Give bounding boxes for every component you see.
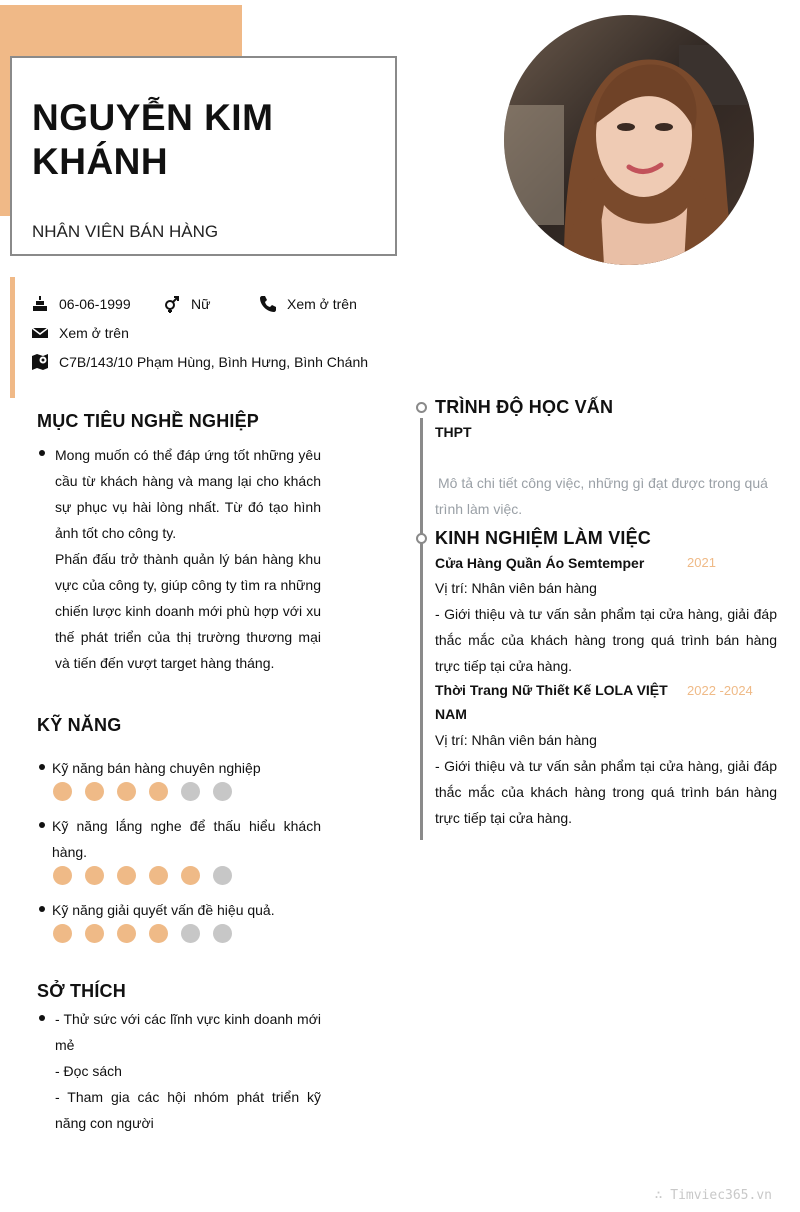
skill-bullet (39, 764, 45, 770)
skill-name: Kỹ năng lắng nghe để thấu hiểu khách hàng. (52, 818, 321, 860)
rating-dot-empty (181, 924, 200, 943)
gender-text: Nữ (191, 296, 211, 312)
timeline-dot (416, 533, 427, 544)
phone-icon (259, 295, 277, 313)
hobbies-bullet (39, 1015, 45, 1021)
objective-bullet (39, 450, 45, 456)
education-description: Mô tả chi tiết công việc, những gì đạt được trong quá trình làm việc. (435, 475, 768, 517)
objective-title: MỤC TIÊU NGHỀ NGHIỆP (37, 411, 260, 431)
email-text: Xem ở trên (59, 325, 129, 341)
hobby-line: - Thử sức với các lĩnh vực kinh doanh mới mẻ (55, 1011, 321, 1053)
objective-line: Phấn đấu trở thành quản lý bán hàng khu vực của công ty, giúp công ty tìm ra những chiến lược kinh doanh mới phù hợp với xu thế phát triển của thị trường thương mại và tiến đến vượt target hàng tháng. (55, 551, 321, 671)
skills-title: KỸ NĂNG (37, 715, 122, 735)
rating-dot-filled (117, 782, 136, 801)
hobby-line: - Tham gia các hội nhóm phát triển kỹ năng con người (55, 1089, 321, 1131)
hobbies-title: SỞ THÍCH (37, 981, 126, 1001)
rating-dot-filled (53, 782, 72, 801)
rating-dot-empty (213, 866, 232, 885)
education-school: THPT (435, 424, 472, 440)
job-title: NHÂN VIÊN BÁN HÀNG (32, 222, 219, 241)
rating-dot-filled (85, 782, 104, 801)
contact-gender (163, 295, 210, 313)
objective-text (55, 442, 321, 676)
job-description: - Giới thiệu và tư vấn sản phẩm tại cửa hàng, giải đáp thắc mắc của khách hàng trong quá trình bán hàng trực tiếp tại cửa hàng. (435, 606, 777, 674)
birthday-text: 06-06-1999 (59, 296, 131, 312)
rating-dot-empty (213, 924, 232, 943)
education-title: TRÌNH ĐỘ HỌC VẤN (435, 397, 614, 417)
hobbies-text (55, 1006, 321, 1136)
hobby-line: - Đọc sách (55, 1063, 122, 1079)
skill-name: Kỹ năng giải quyết vấn đề hiệu quả. (52, 902, 275, 918)
contact-phone (259, 295, 357, 313)
job-description: - Giới thiệu và tư vấn sản phẩm tại cửa hàng, giải đáp thắc mắc của khách hàng trong quá trình bán hàng trực tiếp tại cửa hàng. (435, 758, 777, 826)
envelope-icon (31, 324, 49, 342)
rating-dot-filled (85, 924, 104, 943)
skill-rating (53, 924, 232, 943)
timeline-line (420, 418, 423, 840)
job-company: Thời Trang Nữ Thiết Kế LOLA VIỆT NAM (435, 682, 668, 722)
rating-dot-empty (181, 782, 200, 801)
skill-bullet (39, 906, 45, 912)
job-year: 2021 (687, 555, 716, 570)
rating-dot-filled (149, 866, 168, 885)
job-company: Cửa Hàng Quần Áo Semtemper (435, 555, 645, 571)
rating-dot-filled (85, 866, 104, 885)
objective-line: Mong muốn có thể đáp ứng tốt những yêu cầu từ khách hàng và mang lại cho khách sự phục vụ hài lòng nhất. Từ đó tạo hình ảnh tốt cho công ty. (55, 447, 321, 541)
job-position: Vị trí: Nhân viên bán hàng (435, 732, 597, 748)
cake-icon (31, 295, 49, 313)
phone-text: Xem ở trên (287, 296, 357, 312)
timeline-dot (416, 402, 427, 413)
rating-dot-filled (117, 924, 136, 943)
skill-rating (53, 782, 232, 801)
name-card (10, 56, 397, 256)
rating-dot-filled (53, 866, 72, 885)
job-year: 2022 -2024 (687, 683, 753, 698)
rating-dot-empty (213, 782, 232, 801)
rating-dot-filled (149, 924, 168, 943)
contact-birthday (31, 295, 131, 313)
rating-dot-filled (181, 866, 200, 885)
skill-bullet (39, 822, 45, 828)
rating-dot-filled (117, 866, 136, 885)
address-text: C7B/143/10 Phạm Hùng, Bình Hưng, Bình Chánh (59, 354, 369, 370)
rating-dot-filled (53, 924, 72, 943)
contact-address (31, 353, 368, 371)
map-pin-icon (31, 353, 49, 371)
skill-name: Kỹ năng bán hàng chuyên nghiệp (52, 760, 261, 776)
rating-dot-filled (149, 782, 168, 801)
contact-accent-bar (10, 277, 15, 398)
watermark: ∴ Timviec365.vn (654, 1188, 772, 1203)
experience-title: KINH NGHIỆM LÀM VIỆC (435, 528, 652, 548)
job-position: Vị trí: Nhân viên bán hàng (435, 580, 597, 596)
avatar (504, 15, 754, 265)
skill-rating (53, 866, 232, 885)
candidate-name: NGUYỄN KIM KHÁNH (32, 97, 274, 182)
contact-email (31, 324, 129, 342)
gender-icon (163, 295, 181, 313)
